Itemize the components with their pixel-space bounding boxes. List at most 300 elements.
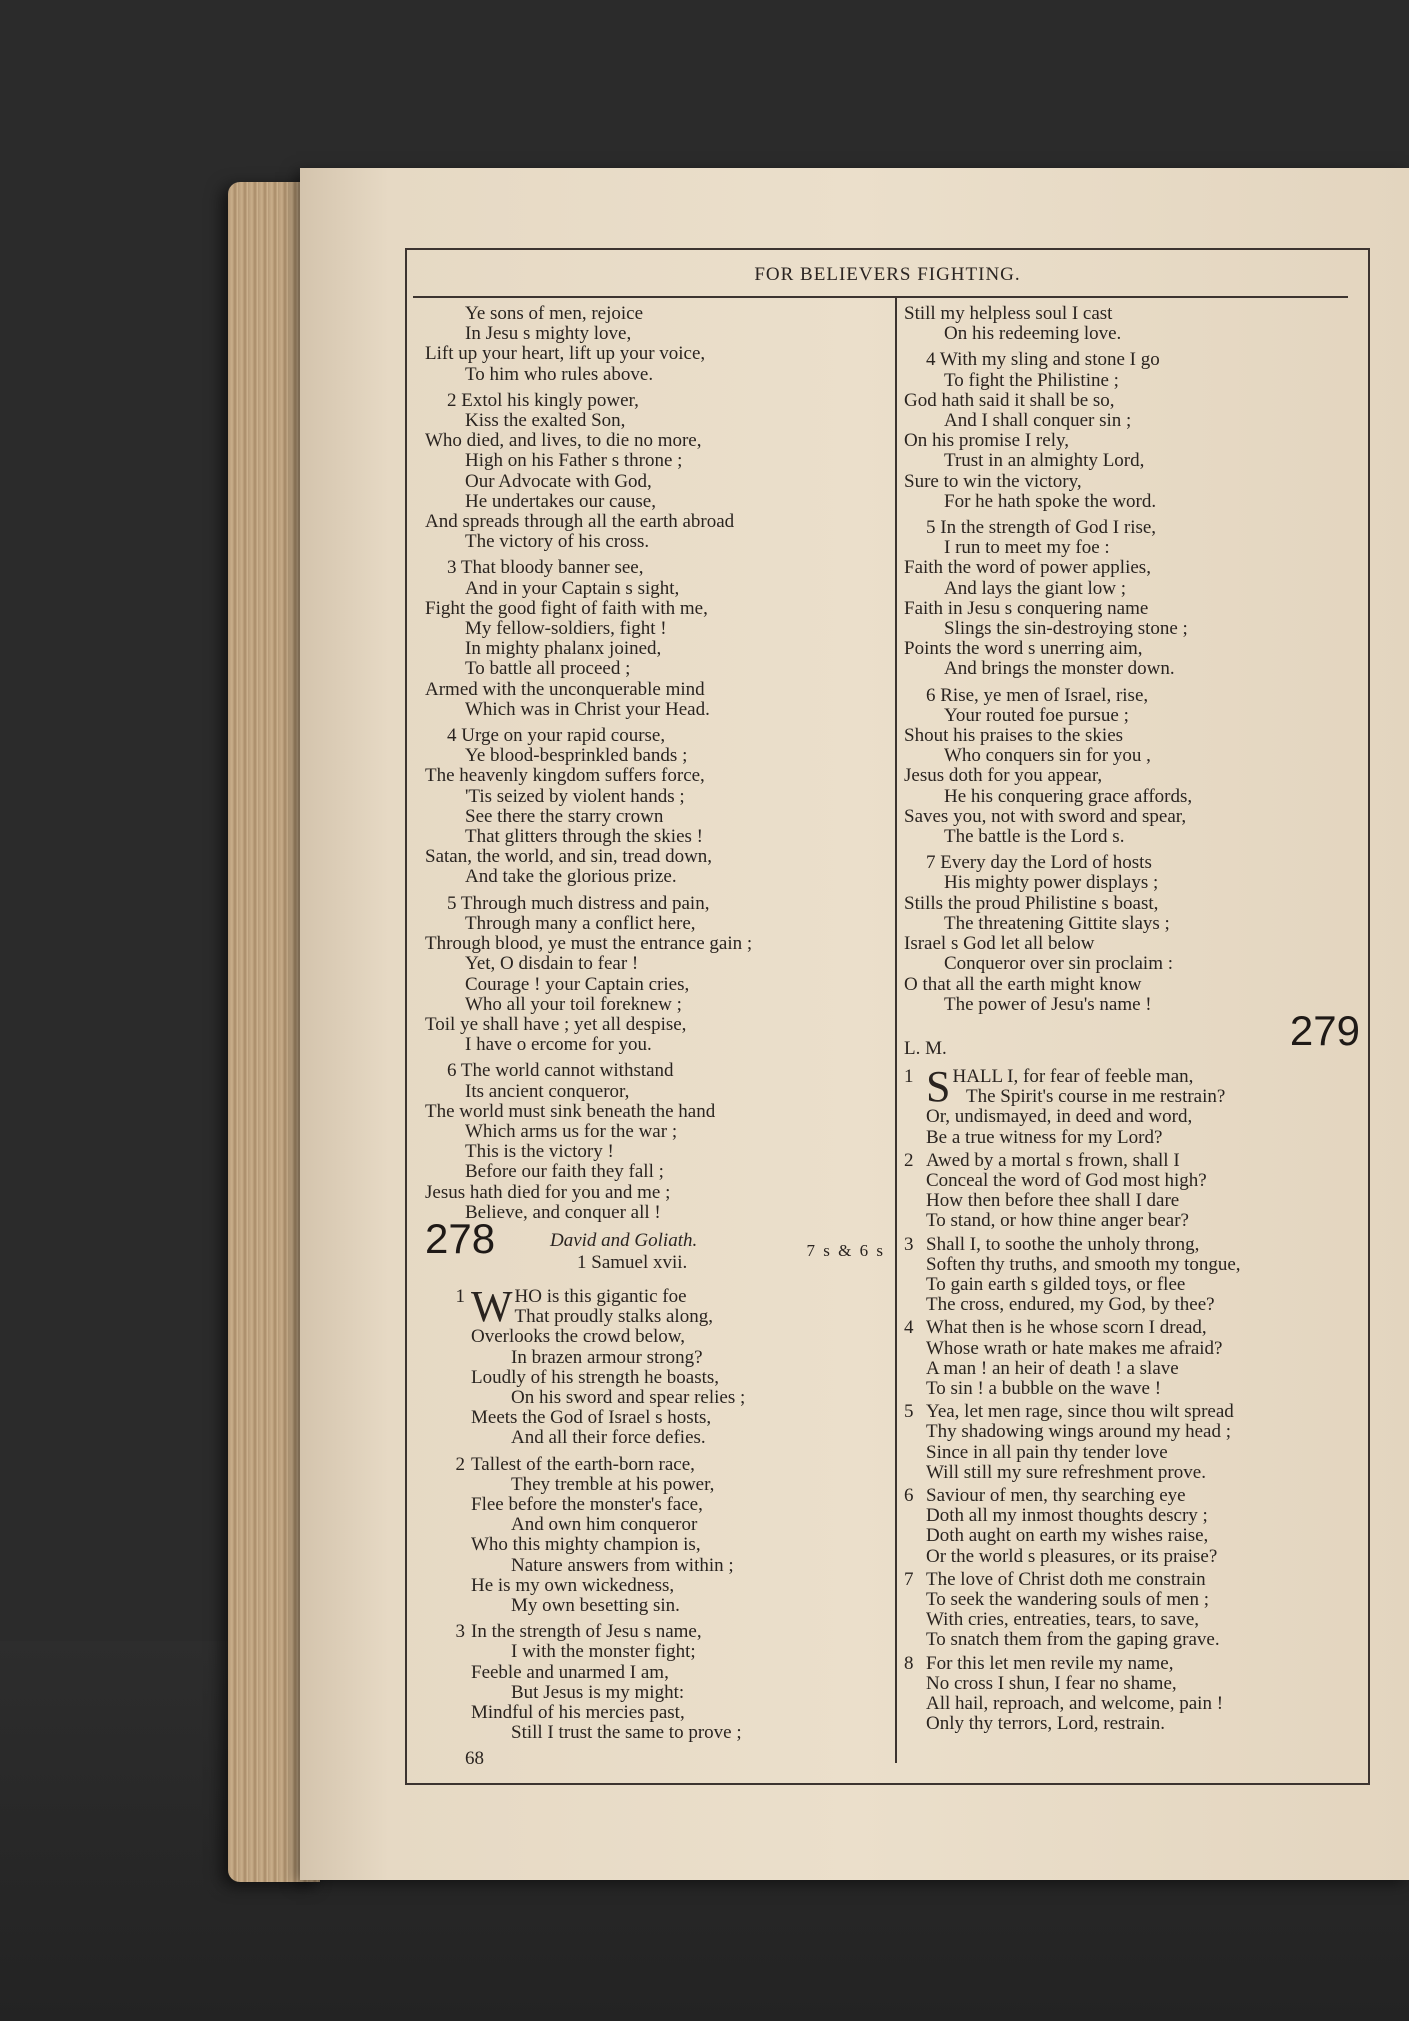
verse-line-text: For this let men revile my name,	[926, 1652, 1174, 1674]
verse-line	[425, 532, 885, 552]
verse-line-text: The battle is the Lord s.	[944, 826, 1125, 848]
verse-line-text: Through many a conflict here,	[465, 912, 696, 934]
verse-line	[425, 934, 885, 954]
verse-line	[425, 659, 885, 679]
hymn-meter: 7 s & 6 s	[806, 1240, 885, 1260]
verse-line	[926, 1654, 1364, 1674]
verse-line	[471, 1428, 745, 1448]
verse-line	[425, 995, 885, 1015]
verse-line	[425, 1082, 885, 1102]
verse-line-text: Or, undismayed, in deed and word,	[926, 1106, 1193, 1128]
verse-lines	[471, 1622, 742, 1743]
verse-line-text: Kiss the exalted Son,	[465, 410, 626, 432]
verse-line-text: Doth all my inmost thoughts descry ;	[926, 1505, 1208, 1527]
stanza	[425, 391, 885, 553]
verse-line	[904, 451, 1364, 471]
verse-line	[425, 914, 885, 934]
verse-line	[471, 1642, 742, 1662]
verse-line	[471, 1703, 742, 1723]
verse-line-text: In mighty phalanx joined,	[465, 638, 662, 660]
verse-line	[471, 1408, 745, 1428]
verse-line-text: Which was in Christ your Head.	[465, 698, 710, 720]
hymn-number: 278	[425, 1214, 496, 1262]
verse-number: 8	[904, 1652, 914, 1674]
verse-line-text: Soften thy truths, and smooth my tongue,	[926, 1253, 1241, 1275]
verse-line-text: The threatening Gittite slays ;	[944, 912, 1170, 934]
verse-line-text: Your routed foe pursue ;	[944, 704, 1129, 726]
verse-line-text: Jesus hath died for you and me ;	[425, 1181, 671, 1203]
verse-line-text: My fellow-soldiers, fight !	[465, 618, 667, 640]
verse-lines	[926, 1486, 1364, 1567]
verse-line	[904, 873, 1364, 893]
verse-line	[471, 1723, 742, 1743]
verse-line-text: That proudly stalks along,	[514, 1306, 713, 1328]
verse-line-text: And spreads through all the earth abroad	[425, 511, 735, 533]
verse-line-text: Meets the God of Israel s hosts,	[471, 1407, 712, 1429]
verse-line	[425, 726, 885, 746]
numbered-verse	[904, 1654, 1364, 1735]
verse-number: 2	[904, 1149, 914, 1171]
numbered-verse	[904, 1486, 1364, 1567]
verse-line-text: To battle all proceed ;	[465, 658, 631, 680]
verse-line-text: And brings the monster down.	[944, 658, 1175, 680]
hymn-number: 279	[1289, 1006, 1360, 1054]
verse-lines	[926, 1654, 1364, 1735]
verse-line	[471, 1475, 734, 1495]
verse-line	[425, 512, 885, 532]
verse-line	[425, 492, 885, 512]
verse-line	[425, 680, 885, 700]
verse-line	[425, 1183, 885, 1203]
verse-line-text: On his sword and spear relies ;	[511, 1386, 746, 1408]
verse-line-text: O that all the earth might know	[904, 973, 1142, 995]
verse-line	[425, 304, 885, 324]
verse-line	[926, 1087, 1364, 1107]
verse-line-text: Courage ! your Captain cries,	[465, 973, 690, 995]
verse-line	[425, 1102, 885, 1122]
verse-line-text: Who conquers sin for you ,	[944, 745, 1151, 767]
verse-line-text: See there the starry crown	[465, 805, 664, 827]
verse-line-text: Still my helpless soul I cast	[904, 303, 1113, 324]
verse-number: 5	[904, 1401, 914, 1423]
verse-line	[425, 766, 885, 786]
verse-line	[926, 1610, 1364, 1630]
verse-line-text: 6 The world cannot withstand	[447, 1060, 674, 1082]
verse-line-text: On his promise I rely,	[904, 430, 1069, 452]
verse-line-text: The cross, endured, my God, by thee?	[926, 1294, 1215, 1316]
verse-line	[904, 914, 1364, 934]
verse-line	[926, 1379, 1364, 1399]
verse-line	[926, 1486, 1364, 1506]
numbered-verse	[904, 1402, 1364, 1483]
verse-line-text: Israel s God let all below	[904, 933, 1095, 955]
verse-line	[926, 1694, 1364, 1714]
verse-line-text: Conceal the word of God most high?	[926, 1169, 1207, 1191]
verse-line-text: 3 That bloody banner see,	[447, 557, 644, 579]
verse-line-text: Believe, and conquer all !	[465, 1201, 661, 1223]
verse-line	[926, 1235, 1364, 1255]
verse-line-text: The victory of his cross.	[465, 531, 650, 553]
verse-line-text: Shall I, to soothe the unholy throng,	[926, 1233, 1200, 1255]
verse-line	[904, 659, 1364, 679]
stanza	[425, 726, 885, 888]
verse-line	[471, 1495, 734, 1515]
verse-line-text: Who this mighty champion is,	[471, 1534, 701, 1556]
hymn-278-heading	[425, 1214, 885, 1283]
verse-line-text: To fight the Philistine ;	[944, 369, 1119, 391]
verse-line-text: Will still my sure refreshment prove.	[926, 1461, 1206, 1483]
verse-line	[926, 1422, 1364, 1442]
verse-line	[926, 1171, 1364, 1191]
verse-line-text: Shout his praises to the skies	[904, 725, 1124, 747]
verse-line	[471, 1455, 734, 1475]
verse-line	[904, 304, 1364, 324]
stanza	[425, 304, 885, 385]
verse-lines	[471, 1455, 734, 1617]
verse-line-text: 5 Through much distress and pain,	[447, 892, 710, 914]
verse-line	[425, 954, 885, 974]
stanza	[904, 853, 1364, 1015]
verse-line-text: Who died, and lives, to die no more,	[425, 430, 702, 452]
verse-line	[926, 1674, 1364, 1694]
verse-line-text: Fight the good fight of faith with me,	[425, 597, 708, 619]
verse-line	[904, 706, 1364, 726]
verse-line	[904, 787, 1364, 807]
stanza	[425, 1061, 885, 1223]
verse-line	[425, 975, 885, 995]
verse-line	[926, 1359, 1364, 1379]
verse-line	[471, 1663, 742, 1683]
verse-line	[471, 1327, 745, 1347]
verse-line-text: To seek the wandering souls of men ;	[926, 1588, 1210, 1610]
verse-line	[904, 827, 1364, 847]
verse-lines	[926, 1570, 1364, 1651]
verse-line-text: Through blood, ye must the entrance gain ;	[425, 933, 753, 955]
verse-line	[471, 1348, 745, 1368]
verse-line	[904, 954, 1364, 974]
verse-line	[904, 350, 1364, 370]
verse-line	[425, 579, 885, 599]
verse-line	[425, 1142, 885, 1162]
column-divider	[895, 298, 897, 1763]
stanza	[425, 558, 885, 720]
book-page	[300, 168, 1409, 1880]
verse-line-text: And take the glorious prize.	[465, 866, 677, 888]
verse-line	[425, 894, 885, 914]
verse-line-text: Yet, O disdain to fear !	[465, 953, 639, 975]
verse-line-text: Which arms us for the war ;	[465, 1120, 678, 1142]
verse-line	[926, 1255, 1364, 1275]
verse-line-text: Toil ye shall have ; yet all despise,	[425, 1013, 687, 1035]
verse-line-text: Since in all pain thy tender love	[926, 1441, 1168, 1463]
verse-number: 1	[455, 1285, 465, 1307]
verse-line-text: Our Advocate with God,	[465, 470, 652, 492]
verse-line	[904, 518, 1364, 538]
stanza	[904, 304, 1364, 344]
verse-line-text: Still I trust the same to prove ;	[511, 1722, 742, 1744]
verse-line-text: Satan, the world, and sin, tread down,	[425, 846, 713, 868]
verse-line-text: Loudly of his strength he boasts,	[471, 1366, 720, 1388]
verse-line-text: 4 Urge on your rapid course,	[447, 725, 666, 747]
hymn-278-continued	[904, 304, 1364, 1015]
verse-line	[425, 867, 885, 887]
stanza	[904, 686, 1364, 848]
verse-line	[904, 599, 1364, 619]
verse-line-text: 2 Extol his kingly power,	[447, 389, 639, 411]
verse-line-text: Ye sons of men, rejoice	[465, 303, 644, 324]
verse-line	[471, 1596, 734, 1616]
verse-line-text: For he hath spoke the word.	[944, 490, 1157, 512]
verse-line-text: Its ancient conqueror,	[465, 1080, 630, 1102]
verse-line-text: 6 Rise, ye men of Israel, rise,	[926, 684, 1149, 706]
hymn-279-heading	[904, 1006, 1364, 1065]
verse-line-text: Jesus doth for you appear,	[904, 765, 1103, 787]
verse-line-text: They tremble at his power,	[511, 1473, 715, 1495]
verse-number: 3	[455, 1621, 465, 1643]
verse-line-text: And in your Captain s sight,	[465, 577, 680, 599]
verse-line	[471, 1576, 734, 1596]
verse-line	[926, 1151, 1364, 1171]
verse-line	[926, 1295, 1364, 1315]
verse-line	[904, 639, 1364, 659]
verse-line-text: The power of Jesu's name !	[944, 993, 1152, 1015]
verse-line	[425, 1162, 885, 1182]
verse-line	[904, 579, 1364, 599]
verse-line	[471, 1683, 742, 1703]
hymn-279-verses	[904, 1061, 1364, 1735]
stanza	[425, 894, 885, 1056]
verse-line-text: Points the word s unerring aim,	[904, 638, 1143, 660]
verse-line	[425, 391, 885, 411]
verse-line-text: No cross I shun, I fear no shame,	[926, 1672, 1177, 1694]
verse-line	[926, 1211, 1364, 1231]
verse-line-text: Nature answers from within ;	[511, 1554, 734, 1576]
verse-line-text: Faith in Jesu s conquering name	[904, 597, 1149, 619]
verse-line	[904, 934, 1364, 954]
verse-line	[425, 451, 885, 471]
verse-line	[471, 1556, 734, 1576]
verse-line-text: The Spirit's course in me restrain?	[966, 1086, 1226, 1108]
verse-line	[425, 787, 885, 807]
verse-line-text: To him who rules above.	[465, 363, 654, 385]
verse-line-text: 5 In the strength of God I rise,	[926, 517, 1157, 539]
verse-line-text: In the strength of Jesu s name,	[471, 1621, 702, 1643]
verse-line-text: And I shall conquer sin ;	[944, 410, 1132, 432]
verse-line-text: Doth aught on earth my wishes raise,	[926, 1525, 1209, 1547]
verse-line-text: To snatch them from the gaping grave.	[926, 1629, 1220, 1651]
hymn-meter: L. M.	[904, 1037, 947, 1059]
numbered-verse	[904, 1151, 1364, 1232]
verse-line	[904, 391, 1364, 411]
verse-line	[904, 411, 1364, 431]
numbered-verse	[425, 1281, 885, 1449]
verse-line-text: God hath said it shall be so,	[904, 389, 1115, 411]
verse-line	[926, 1275, 1364, 1295]
verse-line-text: Feeble and unarmed I am,	[471, 1661, 669, 1683]
verse-line	[471, 1535, 734, 1555]
verse-line-text: His mighty power displays ;	[944, 872, 1159, 894]
verse-line	[425, 411, 885, 431]
verse-line-text: Ye blood-besprinkled bands ;	[465, 745, 688, 767]
verse-line-text: HO is this gigantic foe	[514, 1285, 687, 1307]
numbered-verse	[904, 1061, 1364, 1148]
verse-line-text: Faith the word of power applies,	[904, 557, 1151, 579]
numbered-verse	[904, 1318, 1364, 1399]
verse-line-text: He undertakes our cause,	[465, 490, 656, 512]
verse-number: 4	[904, 1317, 914, 1339]
numbered-verse	[904, 1570, 1364, 1651]
verse-number: 2	[455, 1453, 465, 1475]
verse-line-text: High on his Father s throne ;	[465, 450, 683, 472]
verse-line-text: He his conquering grace affords,	[944, 785, 1193, 807]
verse-line	[904, 472, 1364, 492]
header-rule	[413, 296, 1348, 298]
left-column	[425, 304, 885, 1770]
verse-line	[904, 746, 1364, 766]
verse-line-text: Only thy terrors, Lord, restrain.	[926, 1713, 1166, 1735]
verse-line	[425, 700, 885, 720]
verse-line-text: Saves you, not with sword and spear,	[904, 805, 1187, 827]
verse-number: 7	[904, 1568, 914, 1590]
verse-line	[904, 807, 1364, 827]
stanza	[904, 350, 1364, 512]
verse-line-text: Slings the sin-destroying stone ;	[944, 618, 1188, 640]
verse-line	[425, 807, 885, 827]
verse-line-text: I have o ercome for you.	[465, 1034, 652, 1056]
verse-line	[926, 1128, 1364, 1148]
verse-line	[425, 344, 885, 364]
verse-line-text: And lays the giant low ;	[944, 577, 1127, 599]
verse-line-text: HALL I, for fear of feeble man,	[952, 1065, 1194, 1087]
verse-line	[904, 371, 1364, 391]
verse-line-text: I with the monster fight;	[511, 1641, 696, 1663]
verse-line-text: And all their force defies.	[511, 1427, 706, 1449]
verse-line	[425, 1061, 885, 1081]
stanza	[904, 518, 1364, 680]
verse-line-text: Awed by a mortal s frown, shall I	[926, 1149, 1180, 1171]
verse-line	[471, 1622, 742, 1642]
verse-line-text: 7 Every day the Lord of hosts	[926, 852, 1152, 874]
verse-line-text: Armed with the unconquerable mind	[425, 678, 705, 700]
verse-line-text: The heavenly kingdom suffers force,	[425, 765, 705, 787]
verse-line-text: Thy shadowing wings around my head ;	[926, 1421, 1232, 1443]
verse-line-text: He is my own wickedness,	[471, 1574, 675, 1596]
verse-line	[926, 1590, 1364, 1610]
verse-line-text: I run to meet my foe :	[944, 537, 1110, 559]
verse-line	[904, 558, 1364, 578]
verse-line	[926, 1547, 1364, 1567]
verse-line-text: In brazen armour strong?	[511, 1346, 703, 1368]
drop-cap: S	[926, 1061, 951, 1111]
verse-number: 3	[904, 1233, 914, 1255]
verse-line-text: And own him conqueror	[511, 1514, 698, 1536]
verse-line-text: With cries, entreaties, tears, to save,	[926, 1609, 1200, 1631]
verse-line	[425, 746, 885, 766]
verse-line-text: Or the world s pleasures, or its praise?	[926, 1545, 1218, 1567]
verse-line	[425, 472, 885, 492]
verse-line	[904, 431, 1364, 451]
verse-line-text: Lift up your heart, lift up your voice,	[425, 343, 706, 365]
verse-line	[926, 1570, 1364, 1590]
verse-line	[926, 1443, 1364, 1463]
verse-lines	[926, 1402, 1364, 1483]
verse-line	[904, 686, 1364, 706]
drop-cap: W	[471, 1281, 513, 1331]
verse-line	[425, 1035, 885, 1055]
verse-line-text: What then is he whose scorn I dread,	[926, 1317, 1207, 1339]
verse-lines	[926, 1318, 1364, 1399]
verse-line-text: Be a true witness for my Lord?	[926, 1126, 1163, 1148]
verse-line	[926, 1714, 1364, 1734]
verse-number: 1	[904, 1065, 914, 1087]
verse-line	[425, 599, 885, 619]
numbered-verse	[425, 1455, 885, 1617]
verse-line	[926, 1506, 1364, 1526]
verse-line-text: But Jesus is my might:	[511, 1681, 685, 1703]
verse-lines	[926, 1235, 1364, 1316]
verse-line	[904, 853, 1364, 873]
verse-line-text: Stills the proud Philistine s boast,	[904, 892, 1159, 914]
verse-line-text: That glitters through the skies !	[465, 826, 703, 848]
verse-line-text: Sure to win the victory,	[904, 470, 1082, 492]
verse-line-text: Flee before the monster's face,	[471, 1493, 703, 1515]
verse-line	[904, 492, 1364, 512]
verse-line	[425, 827, 885, 847]
verse-line-text: Saviour of men, thy searching eye	[926, 1484, 1186, 1506]
verse-line-text: Yea, let men rage, since thou wilt spread	[926, 1401, 1234, 1423]
verse-line	[425, 1122, 885, 1142]
hymn-title: David and Goliath.	[550, 1229, 698, 1251]
numbered-verse	[904, 1235, 1364, 1316]
verse-line-text: Who all your toil foreknew ;	[465, 993, 682, 1015]
verse-line	[904, 619, 1364, 639]
verse-line-text: Conqueror over sin proclaim :	[944, 953, 1174, 975]
verse-line	[904, 894, 1364, 914]
verse-line	[926, 1339, 1364, 1359]
verse-line	[904, 975, 1364, 995]
verse-line	[926, 1463, 1364, 1483]
verse-line-text: The world must sink beneath the hand	[425, 1100, 716, 1122]
verse-line	[425, 324, 885, 344]
verse-line	[926, 1191, 1364, 1211]
verse-line	[425, 558, 885, 578]
verse-number: 6	[904, 1484, 914, 1506]
verse-line	[926, 1402, 1364, 1422]
verse-line	[471, 1368, 745, 1388]
verse-line	[471, 1388, 745, 1408]
verse-line-text: All hail, reproach, and welcome, pain !	[926, 1693, 1224, 1714]
verse-line-text: 'Tis seized by violent hands ;	[465, 785, 685, 807]
verse-line	[904, 766, 1364, 786]
verse-line	[904, 324, 1364, 344]
verse-line-text: Whose wrath or hate makes me afraid?	[926, 1337, 1223, 1359]
right-column	[904, 304, 1364, 1737]
verse-line	[926, 1526, 1364, 1546]
hymn-278-verses	[425, 1281, 885, 1744]
verse-line	[425, 639, 885, 659]
verse-line	[926, 1630, 1364, 1650]
verse-line	[904, 538, 1364, 558]
page-frame	[405, 248, 1370, 1785]
verse-line-text: This is the victory !	[465, 1141, 614, 1163]
verse-line-text: To sin ! a bubble on the wave !	[926, 1377, 1162, 1399]
verse-line-text: 4 With my sling and stone I go	[926, 349, 1160, 371]
verse-line-text: Mindful of his mercies past,	[471, 1702, 685, 1723]
verse-line	[425, 619, 885, 639]
verse-line-text: My own besetting sin.	[511, 1594, 680, 1616]
verse-line-text: On his redeeming love.	[944, 323, 1122, 345]
verse-line	[425, 431, 885, 451]
